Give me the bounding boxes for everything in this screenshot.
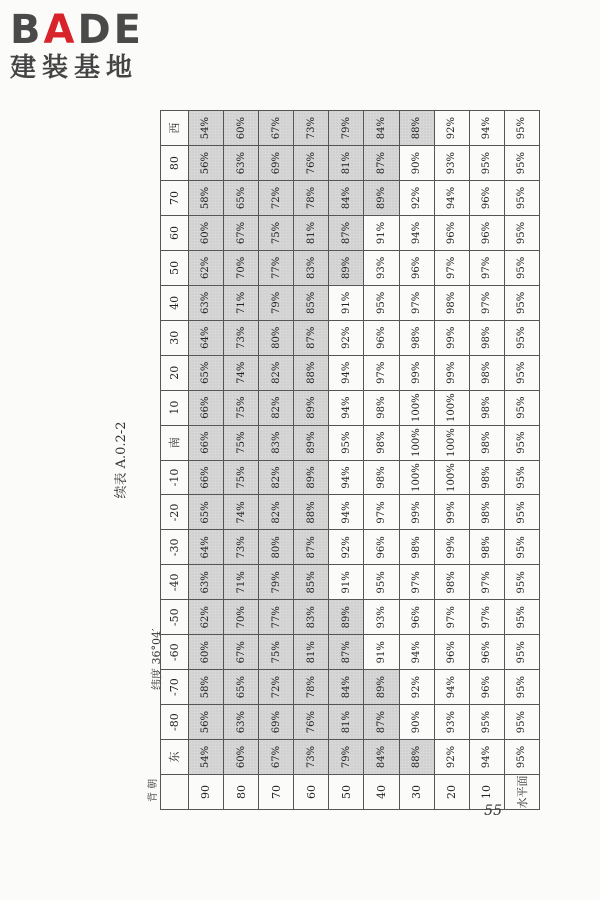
- row-header: 50: [329, 775, 364, 810]
- value-cell: 94%: [329, 495, 364, 530]
- row-header: 80: [223, 775, 258, 810]
- corner-label: 背 朝: [148, 778, 159, 802]
- value-cell: 84%: [329, 670, 364, 705]
- value-cell: 96%: [434, 216, 469, 251]
- value-cell: 97%: [469, 250, 504, 285]
- value-cell: 95%: [504, 600, 539, 635]
- value-cell: 67%: [259, 740, 294, 775]
- value-cell: 95%: [504, 216, 539, 251]
- value-cell: 85%: [294, 285, 329, 320]
- value-cell: 96%: [469, 181, 504, 216]
- value-cell: 98%: [399, 530, 434, 565]
- row-header: 30: [399, 775, 434, 810]
- table-row: [399, 111, 434, 810]
- value-cell: 95%: [504, 250, 539, 285]
- value-cell: 89%: [294, 460, 329, 495]
- value-cell: 62%: [188, 600, 223, 635]
- value-cell: 84%: [329, 181, 364, 216]
- value-cell: 95%: [504, 355, 539, 390]
- value-cell: 96%: [364, 320, 399, 355]
- value-cell: 92%: [329, 530, 364, 565]
- row-header: 70: [259, 775, 294, 810]
- value-cell: 96%: [399, 250, 434, 285]
- value-cell: 98%: [434, 565, 469, 600]
- logo-wordmark: BADE: [10, 7, 144, 53]
- value-cell: 98%: [399, 320, 434, 355]
- transmittance-table: [160, 110, 540, 810]
- value-cell: 98%: [469, 390, 504, 425]
- value-cell: 58%: [188, 670, 223, 705]
- value-cell: 95%: [504, 425, 539, 460]
- row-header: 90: [188, 775, 223, 810]
- value-cell: 99%: [434, 355, 469, 390]
- value-cell: 89%: [364, 181, 399, 216]
- value-cell: 95%: [504, 460, 539, 495]
- value-cell: 96%: [399, 600, 434, 635]
- column-header: 70: [161, 181, 189, 216]
- value-cell: 95%: [504, 285, 539, 320]
- column-header: -80: [161, 705, 189, 740]
- column-header: 东: [161, 740, 189, 775]
- value-cell: 89%: [294, 425, 329, 460]
- value-cell: 100%: [399, 460, 434, 495]
- value-cell: 97%: [469, 565, 504, 600]
- value-cell: 95%: [504, 565, 539, 600]
- value-cell: 73%: [223, 320, 258, 355]
- value-cell: 60%: [188, 635, 223, 670]
- value-cell: 88%: [294, 495, 329, 530]
- value-cell: 100%: [399, 390, 434, 425]
- value-cell: 56%: [188, 705, 223, 740]
- value-cell: 70%: [223, 600, 258, 635]
- value-cell: 97%: [364, 355, 399, 390]
- value-cell: 60%: [223, 740, 258, 775]
- value-cell: 91%: [329, 565, 364, 600]
- value-cell: 66%: [188, 390, 223, 425]
- value-cell: 98%: [469, 495, 504, 530]
- value-cell: 96%: [364, 530, 399, 565]
- value-cell: 65%: [223, 181, 258, 216]
- value-cell: 87%: [364, 705, 399, 740]
- value-cell: 99%: [434, 320, 469, 355]
- value-cell: 97%: [469, 600, 504, 635]
- value-cell: 89%: [329, 600, 364, 635]
- value-cell: 100%: [399, 425, 434, 460]
- value-cell: 89%: [294, 390, 329, 425]
- value-cell: 69%: [259, 705, 294, 740]
- value-cell: 82%: [259, 355, 294, 390]
- value-cell: 98%: [469, 320, 504, 355]
- value-cell: 60%: [223, 111, 258, 146]
- value-cell: 77%: [259, 250, 294, 285]
- value-cell: 72%: [259, 670, 294, 705]
- row-header: 10: [469, 775, 504, 810]
- value-cell: 93%: [364, 600, 399, 635]
- value-cell: 92%: [434, 740, 469, 775]
- value-cell: 65%: [223, 670, 258, 705]
- column-header: -20: [161, 495, 189, 530]
- column-header: -30: [161, 530, 189, 565]
- value-cell: 79%: [259, 285, 294, 320]
- value-cell: 81%: [329, 146, 364, 181]
- column-header: -40: [161, 565, 189, 600]
- value-cell: 87%: [294, 320, 329, 355]
- column-header: -60: [161, 635, 189, 670]
- value-cell: 67%: [223, 635, 258, 670]
- value-cell: 90%: [399, 146, 434, 181]
- column-header: -50: [161, 600, 189, 635]
- value-cell: 98%: [364, 425, 399, 460]
- column-header: 40: [161, 285, 189, 320]
- value-cell: 97%: [399, 565, 434, 600]
- value-cell: 87%: [329, 635, 364, 670]
- value-cell: 99%: [399, 355, 434, 390]
- column-header: -70: [161, 670, 189, 705]
- value-cell: 90%: [399, 705, 434, 740]
- value-cell: 95%: [504, 390, 539, 425]
- table-row: [434, 111, 469, 810]
- value-cell: 73%: [294, 740, 329, 775]
- value-cell: 95%: [504, 146, 539, 181]
- value-cell: 95%: [364, 565, 399, 600]
- value-cell: 98%: [364, 460, 399, 495]
- value-cell: 94%: [329, 390, 364, 425]
- column-header: 20: [161, 355, 189, 390]
- column-header: 50: [161, 250, 189, 285]
- value-cell: 95%: [504, 705, 539, 740]
- value-cell: 92%: [434, 111, 469, 146]
- value-cell: 81%: [294, 635, 329, 670]
- value-cell: 91%: [364, 216, 399, 251]
- column-header: 30: [161, 320, 189, 355]
- value-cell: 63%: [223, 146, 258, 181]
- value-cell: 54%: [188, 740, 223, 775]
- value-cell: 62%: [188, 250, 223, 285]
- value-cell: 75%: [223, 460, 258, 495]
- value-cell: 88%: [294, 355, 329, 390]
- rotated-table-block: [110, 110, 529, 810]
- value-cell: 75%: [223, 390, 258, 425]
- value-cell: 60%: [188, 216, 223, 251]
- logo-chinese: 建装基地: [10, 53, 139, 83]
- value-cell: 95%: [469, 705, 504, 740]
- value-cell: 75%: [259, 635, 294, 670]
- column-header: 南: [161, 425, 189, 460]
- latitude-label: 纬度 36°04′: [150, 628, 163, 690]
- value-cell: 96%: [469, 216, 504, 251]
- table-row: [188, 111, 223, 810]
- value-cell: 87%: [329, 216, 364, 251]
- table-row: [469, 111, 504, 810]
- value-cell: 96%: [434, 635, 469, 670]
- value-cell: 80%: [259, 320, 294, 355]
- value-cell: 73%: [294, 111, 329, 146]
- value-cell: 91%: [329, 285, 364, 320]
- value-cell: 74%: [223, 495, 258, 530]
- value-cell: 97%: [399, 285, 434, 320]
- column-header: -10: [161, 460, 189, 495]
- value-cell: 95%: [504, 111, 539, 146]
- value-cell: 98%: [469, 460, 504, 495]
- value-cell: 94%: [434, 670, 469, 705]
- value-cell: 93%: [434, 146, 469, 181]
- value-cell: 87%: [364, 146, 399, 181]
- value-cell: 70%: [223, 250, 258, 285]
- header-row: [161, 111, 189, 810]
- value-cell: 95%: [504, 495, 539, 530]
- value-cell: 89%: [329, 250, 364, 285]
- value-cell: 95%: [329, 425, 364, 460]
- value-cell: 95%: [504, 740, 539, 775]
- table-row: [223, 111, 258, 810]
- value-cell: 95%: [504, 530, 539, 565]
- value-cell: 74%: [223, 355, 258, 390]
- table-caption: 续表 A.0.2-2: [114, 421, 129, 499]
- row-header: 60: [294, 775, 329, 810]
- value-cell: 92%: [399, 670, 434, 705]
- value-cell: 96%: [469, 670, 504, 705]
- value-cell: 78%: [294, 670, 329, 705]
- value-cell: 65%: [188, 495, 223, 530]
- value-cell: 82%: [259, 390, 294, 425]
- value-cell: 97%: [434, 250, 469, 285]
- value-cell: 94%: [329, 355, 364, 390]
- value-cell: 58%: [188, 181, 223, 216]
- value-cell: 93%: [434, 705, 469, 740]
- value-cell: 75%: [223, 425, 258, 460]
- value-cell: 99%: [434, 530, 469, 565]
- column-header: 西: [161, 111, 189, 146]
- value-cell: 98%: [469, 530, 504, 565]
- value-cell: 81%: [329, 705, 364, 740]
- table-row: [364, 111, 399, 810]
- logo: [10, 8, 180, 84]
- value-cell: 98%: [469, 355, 504, 390]
- value-cell: 84%: [364, 111, 399, 146]
- value-cell: 98%: [434, 285, 469, 320]
- value-cell: 95%: [364, 285, 399, 320]
- column-header: 60: [161, 216, 189, 251]
- value-cell: 67%: [259, 111, 294, 146]
- value-cell: 76%: [294, 705, 329, 740]
- value-cell: 97%: [364, 495, 399, 530]
- value-cell: 85%: [294, 565, 329, 600]
- value-cell: 67%: [223, 216, 258, 251]
- value-cell: 95%: [504, 181, 539, 216]
- value-cell: 95%: [504, 635, 539, 670]
- value-cell: 79%: [259, 565, 294, 600]
- value-cell: 83%: [294, 600, 329, 635]
- value-cell: 56%: [188, 146, 223, 181]
- value-cell: 94%: [469, 111, 504, 146]
- header-corner-cell: [161, 775, 189, 810]
- value-cell: 66%: [188, 425, 223, 460]
- value-cell: 93%: [364, 250, 399, 285]
- value-cell: 91%: [364, 635, 399, 670]
- value-cell: 100%: [434, 460, 469, 495]
- value-cell: 64%: [188, 320, 223, 355]
- value-cell: 99%: [434, 495, 469, 530]
- value-cell: 98%: [469, 425, 504, 460]
- value-cell: 73%: [223, 530, 258, 565]
- value-cell: 89%: [364, 670, 399, 705]
- value-cell: 95%: [504, 670, 539, 705]
- value-cell: 79%: [329, 740, 364, 775]
- value-cell: 71%: [223, 565, 258, 600]
- value-cell: 83%: [259, 425, 294, 460]
- row-header: 40: [364, 775, 399, 810]
- page-number: 55: [484, 803, 502, 819]
- value-cell: 88%: [399, 740, 434, 775]
- value-cell: 71%: [223, 285, 258, 320]
- column-header: 80: [161, 146, 189, 181]
- value-cell: 88%: [399, 111, 434, 146]
- value-cell: 97%: [469, 285, 504, 320]
- value-cell: 81%: [294, 216, 329, 251]
- value-cell: 66%: [188, 460, 223, 495]
- value-cell: 99%: [399, 495, 434, 530]
- value-cell: 94%: [469, 740, 504, 775]
- table-row: [294, 111, 329, 810]
- value-cell: 63%: [188, 565, 223, 600]
- value-cell: 64%: [188, 530, 223, 565]
- value-cell: 54%: [188, 111, 223, 146]
- value-cell: 63%: [223, 705, 258, 740]
- table-row: [329, 111, 364, 810]
- value-cell: 100%: [434, 425, 469, 460]
- value-cell: 83%: [294, 250, 329, 285]
- value-cell: 77%: [259, 600, 294, 635]
- value-cell: 78%: [294, 181, 329, 216]
- value-cell: 92%: [399, 181, 434, 216]
- value-cell: 80%: [259, 530, 294, 565]
- column-header: 10: [161, 390, 189, 425]
- value-cell: 94%: [329, 460, 364, 495]
- row-header: 20: [434, 775, 469, 810]
- value-cell: 84%: [364, 740, 399, 775]
- value-cell: 87%: [294, 530, 329, 565]
- value-cell: 82%: [259, 460, 294, 495]
- value-cell: 98%: [364, 390, 399, 425]
- table-row: [259, 111, 294, 810]
- value-cell: 97%: [434, 600, 469, 635]
- value-cell: 96%: [469, 635, 504, 670]
- value-cell: 82%: [259, 495, 294, 530]
- value-cell: 79%: [329, 111, 364, 146]
- value-cell: 72%: [259, 181, 294, 216]
- value-cell: 100%: [434, 390, 469, 425]
- value-cell: 95%: [469, 146, 504, 181]
- value-cell: 94%: [434, 181, 469, 216]
- value-cell: 92%: [329, 320, 364, 355]
- value-cell: 95%: [504, 320, 539, 355]
- value-cell: 69%: [259, 146, 294, 181]
- value-cell: 76%: [294, 146, 329, 181]
- value-cell: 63%: [188, 285, 223, 320]
- value-cell: 94%: [399, 635, 434, 670]
- table-row: [504, 111, 539, 810]
- value-cell: 65%: [188, 355, 223, 390]
- value-cell: 75%: [259, 216, 294, 251]
- value-cell: 94%: [399, 216, 434, 251]
- row-header: 水平面: [504, 775, 539, 810]
